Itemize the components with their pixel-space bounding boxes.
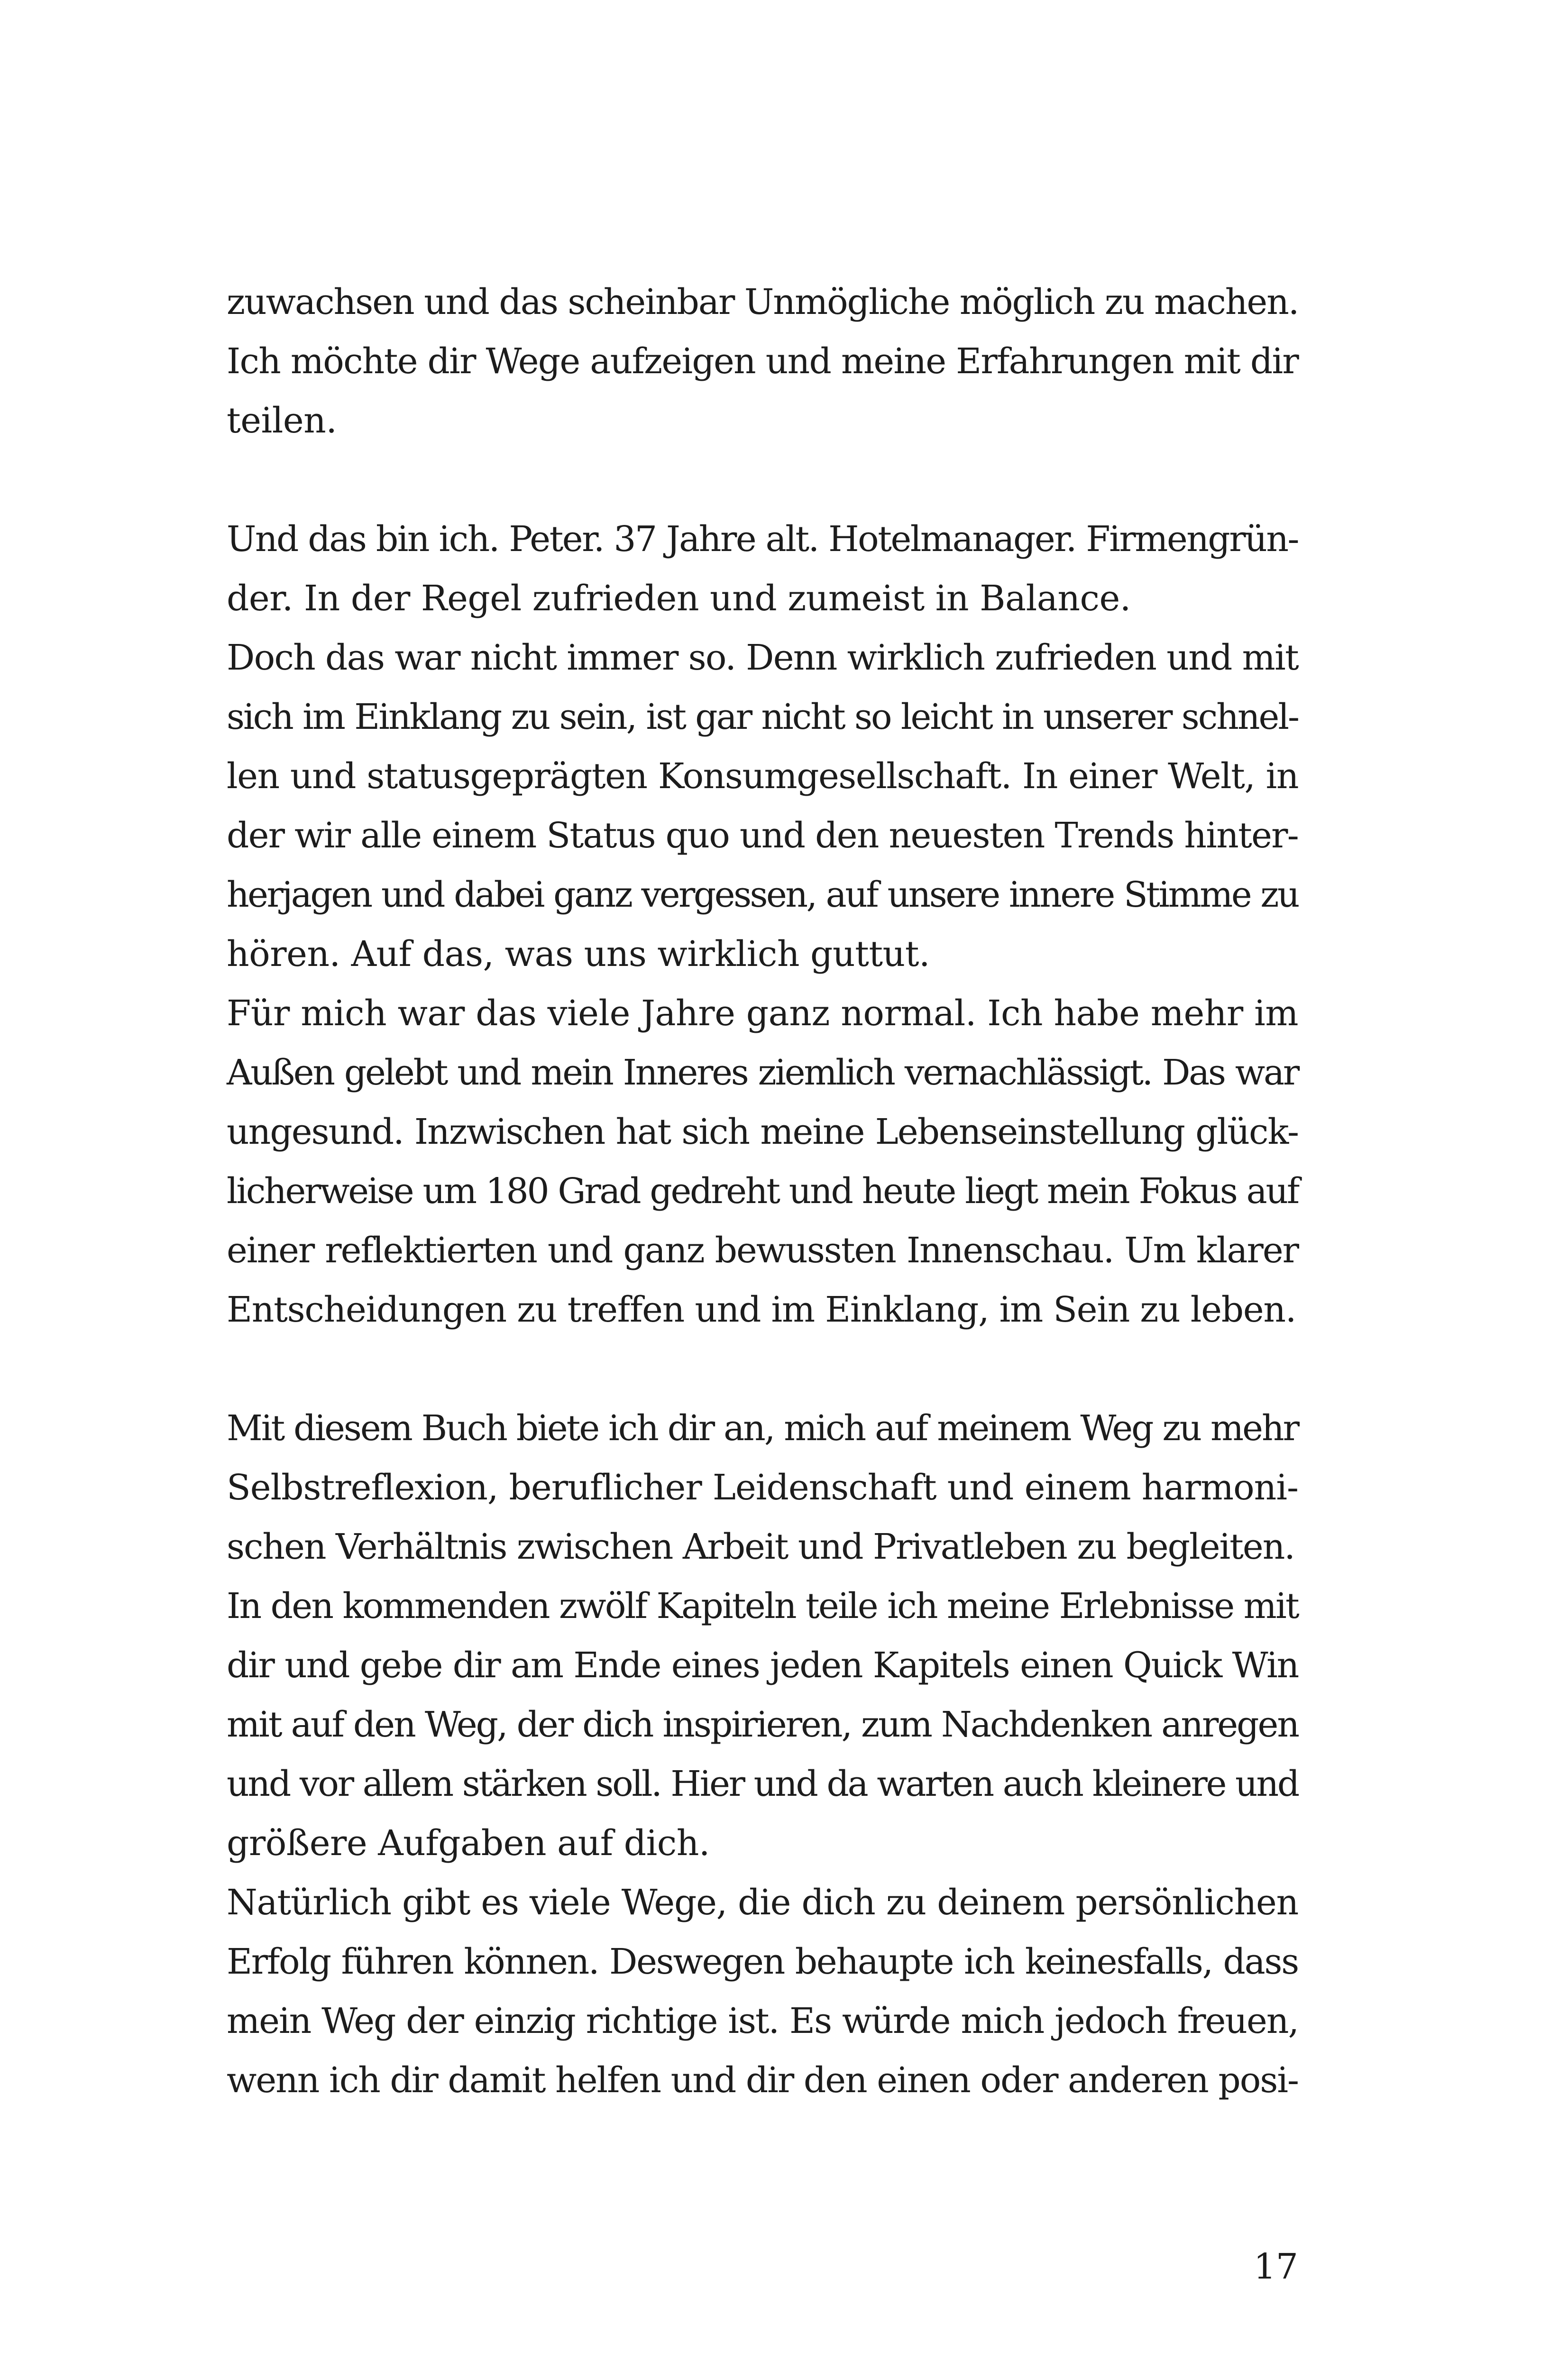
paragraph-2: [227, 510, 1298, 1340]
text-line: len und statusgeprägten Konsumgesellschaft. In einer Welt, in: [227, 756, 1298, 797]
text-line: Natürlich gibt es viele Wege, die dich zu deinem persönlichen: [227, 1882, 1298, 1923]
text-line: mit auf den Weg, der dich inspirieren, zum Nachdenken anregen: [227, 1704, 1298, 1745]
body-text: [227, 273, 1298, 2110]
text-line: hören. Auf das, was uns wirklich guttut.: [227, 934, 930, 974]
text-line: der. In der Regel zufrieden und zumeist in Balance.: [227, 578, 1131, 619]
text-line: einer reflektierten und ganz bewussten Innenschau. Um klarer: [227, 1230, 1298, 1271]
text-line: Ich möchte dir Wege aufzeigen und meine Erfahrungen mit dir: [227, 341, 1298, 382]
text-line: mein Weg der einzig richtige ist. Es würde mich jedoch freuen,: [227, 2001, 1298, 2041]
text-line: Außen gelebt und mein Inneres ziemlich vernachlässigt. Das war: [227, 1052, 1298, 1093]
paragraph-gap: [227, 1340, 1298, 1399]
text-line: sich im Einklang zu sein, ist gar nicht so leicht in unserer schnel-: [227, 697, 1298, 737]
text-line: zuwachsen und das scheinbar Unmögliche möglich zu machen.: [227, 282, 1299, 322]
text-line: Entscheidungen zu treffen und im Einklang, im Sein zu leben.: [227, 1289, 1296, 1330]
text-line: Und das bin ich. Peter. 37 Jahre alt. Hotelmanager. Firmengrün-: [227, 519, 1298, 560]
text-line: teilen.: [227, 400, 337, 441]
text-line: ungesund. Inzwischen hat sich meine Lebenseinstellung glück-: [227, 1112, 1298, 1152]
text-line: herjagen und dabei ganz vergessen, auf unsere innere Stimme zu: [227, 874, 1298, 915]
text-line: schen Verhältnis zwischen Arbeit und Privatleben zu begleiten.: [227, 1526, 1294, 1567]
text-line: dir und gebe dir am Ende eines jeden Kapitels einen Quick Win: [227, 1645, 1298, 1686]
text-line: größere Aufgaben auf dich.: [227, 1823, 710, 1864]
text-line: und vor allem stärken soll. Hier und da warten auch kleinere und: [227, 1764, 1298, 1804]
text-line: wenn ich dir damit helfen und dir den einen oder anderen posi-: [227, 2060, 1298, 2101]
text-line: licherweise um 180 Grad gedreht und heute liegt mein Fokus auf: [227, 1171, 1298, 1212]
text-line: Doch das war nicht immer so. Denn wirklich zufrieden und mit: [227, 637, 1298, 678]
paragraph-1: [227, 273, 1298, 450]
text-line: In den kommenden zwölf Kapiteln teile ich meine Erlebnisse mit: [227, 1586, 1298, 1627]
text-line: der wir alle einem Status quo und den neuesten Trends hinter-: [227, 815, 1298, 856]
text-line: Für mich war das viele Jahre ganz normal. Ich habe mehr im: [227, 993, 1298, 1034]
page-number: 17: [1253, 2246, 1298, 2287]
text-line: Erfolg führen können. Deswegen behaupte ich keinesfalls, dass: [227, 1941, 1298, 1982]
text-line: Mit diesem Buch biete ich dir an, mich auf meinem Weg zu mehr: [227, 1408, 1298, 1449]
paragraph-3: [227, 1399, 1298, 2110]
paragraph-gap: [227, 450, 1298, 510]
text-line: Selbstreflexion, beruflicher Leidenschaft und einem harmoni-: [227, 1467, 1298, 1508]
